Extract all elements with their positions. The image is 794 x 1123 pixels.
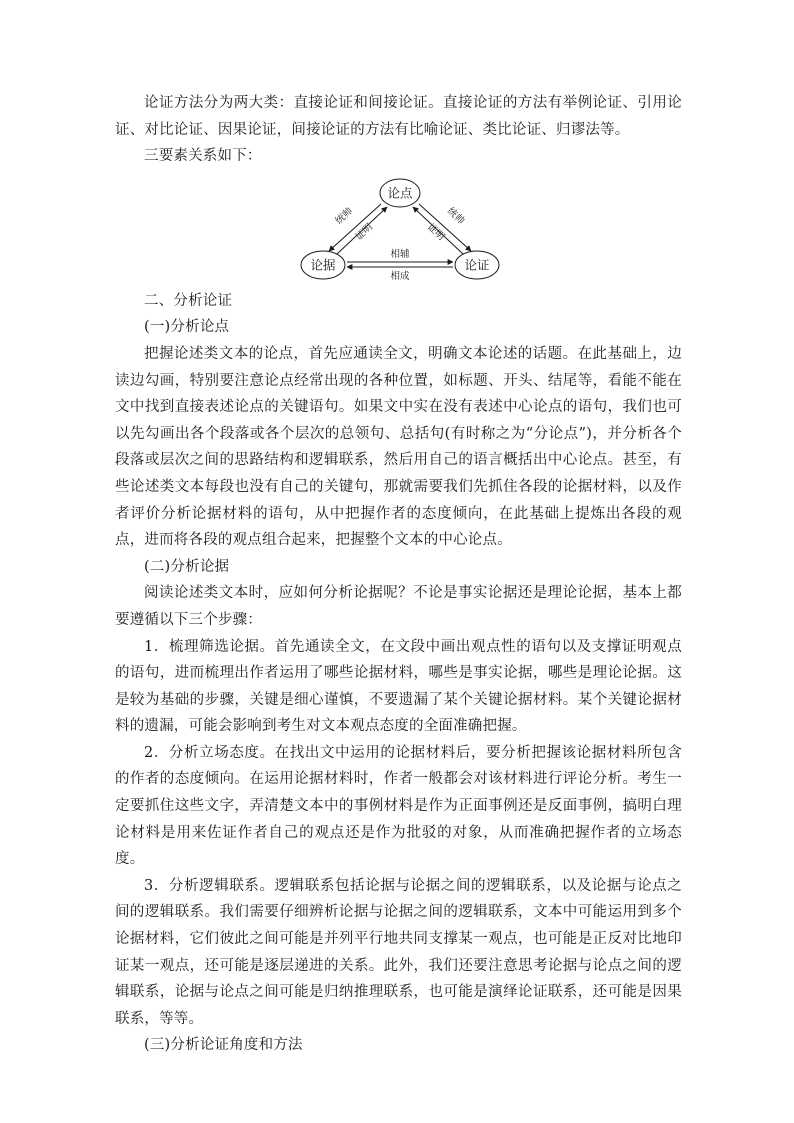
subsection-heading-analyze-angle-method: (三)分析论证角度和方法: [144, 1037, 303, 1054]
edge-left-inner-label: 证明: [353, 221, 375, 243]
three-elements-diagram-svg: [295, 174, 505, 282]
subsection-heading-analyze-thesis: (一)分析论点: [144, 319, 230, 336]
paragraph-argument-methods: 论证方法分为两大类：直接论证和间接论证。直接论证的方法有举例论证、引用论证、对比论证、因果论证，间接论证的方法有比喻论证、类比论证、归谬法等。: [115, 95, 682, 138]
paragraph-step-1: 1．梳理筛选论据。首先通读全文，在文段中画出观点性的语句以及支撑证明观点的语句，进而梳理出作者运用了哪些论据材料，哪些是事实论据，哪些是理论论据。这是较为基础的步骤，关键是细心谨慎，不要遗漏了某个关键论据材料。某个关键论据材料的遗漏，可能会影响到考生对文本观点态度的全面准确把握。: [115, 638, 682, 735]
node-top-label: 论点: [387, 185, 413, 201]
edge-left-outer-label: 统帅: [333, 205, 355, 227]
section-heading-analyze-argument: 二、分析论证: [144, 292, 233, 309]
edge-right-inner-label: 证明: [425, 221, 447, 243]
subsection-heading-analyze-evidence: (二)分析论据: [144, 558, 230, 575]
paragraph-three-elements-intro: 三要素关系如下：: [144, 148, 262, 165]
edge-right-outer-label: 统帅: [445, 205, 467, 227]
paragraph-evidence-intro: 阅读论述类文本时，应如何分析论据呢？不论是事实论据还是理论论据，基本上都要遵循以下三个步骤：: [115, 585, 682, 628]
paragraph-analyze-thesis: 把握论述类文本的论点，首先应通读全文，明确文本论述的话题。在此基础上，边读边勾画，特别要注意论点经常出现的各种位置，如标题、开头、结尾等，看能不能在文中找到直接表述论点的关键语句。如果文中实在没有表述中心论点的语句，我们也可以先勾画出各个段落或各个层次的总领句、总括句(有时称之为“分论点”)，并分析各个段落或层次之间的思路结构和逻辑联系，然后用自己的语言概括出中心论点。甚至，有些论述类文本每段也没有自己的关键句，那就需要我们先抓住各段的论据材料，以及作者评价分析论据材料的语句，从中把握作者的态度倾向，在此基础上提炼出各段的观点，进而将各段的观点组合起来，把握整个文本的中心论点。: [115, 345, 682, 549]
main-body: [115, 288, 682, 1059]
node-left-label: 论据: [310, 257, 336, 273]
paragraph-step-3: 3．分析逻辑联系。逻辑联系包括论据与论据之间的逻辑联系，以及论据与论点之间的逻辑联系。我们需要仔细辨析论据与论据之间的逻辑联系，文本中可能运用到多个论据材料，它们彼此之间可能是并列平行地共同支撑某一观点，也可能是正反对比地印证某一观点，还可能是逐层递进的关系。此外，我们还要注意思考论据与论点之间的逻辑联系，论据与论点之间可能是归纳推理联系，也可能是演绎论证联系，还可能是因果联系，等等。: [115, 877, 682, 1027]
paragraph-step-2: 2．分析立场态度。在找出文中运用的论据材料后，要分析把握该论据材料所包含的作者的态度倾向。在运用论据材料时，作者一般都会对该材料进行评论分析。考生一定要抓住这些文字，弄清楚文本中的事例材料是作为正面事例还是反面事例，搞明白理论材料是用来佐证作者自己的观点还是作为批驳的对象，从而准确把握作者的立场态度。: [115, 744, 682, 868]
edge-bottom-top-label: 相辅: [390, 248, 410, 260]
three-elements-diagram: [115, 174, 682, 282]
node-right-label: 论证: [464, 257, 490, 273]
document-page: [115, 90, 682, 1059]
edge-bottom-bottom-label: 相成: [390, 270, 410, 282]
edge-left-outer-arrow: [329, 204, 381, 251]
